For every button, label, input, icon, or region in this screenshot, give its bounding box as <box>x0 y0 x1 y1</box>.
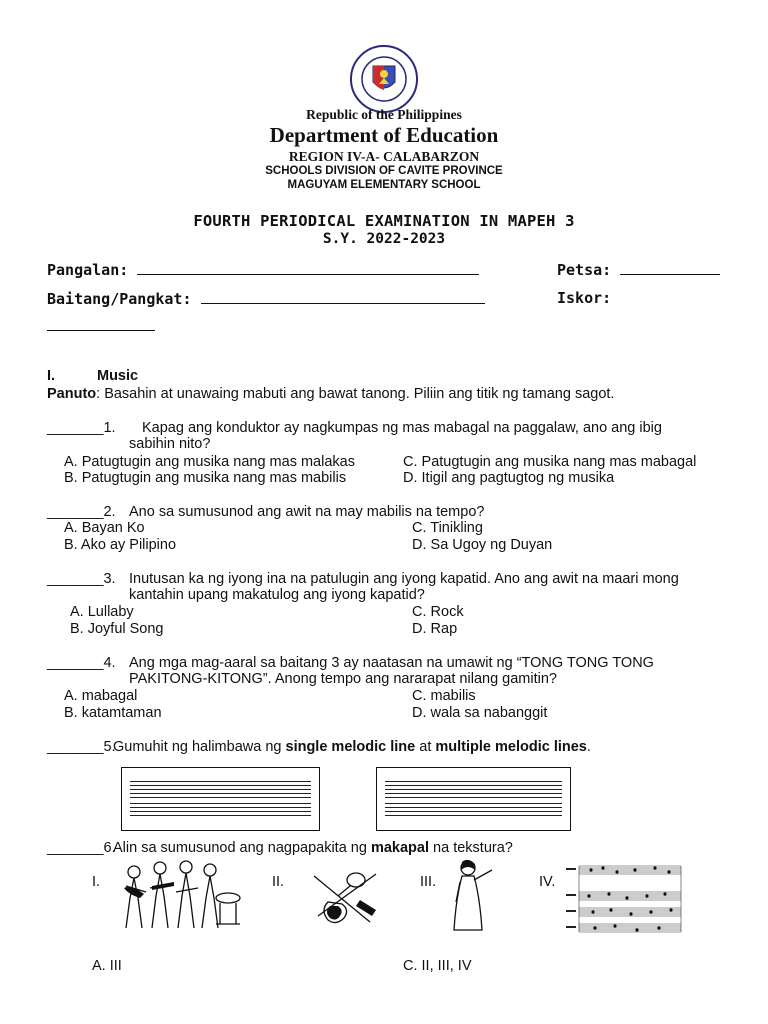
q5-bold-b: multiple melodic lines <box>435 739 587 755</box>
q2-option-a[interactable]: A. Bayan Ko <box>64 520 145 536</box>
deped-seal <box>349 44 419 114</box>
score-blank[interactable] <box>47 316 155 331</box>
school-line: MAGUYAM ELEMENTARY SCHOOL <box>287 179 481 191</box>
question-3-number[interactable]: _______3. <box>47 571 116 587</box>
question-3-line1: Inutusan ka ng iyong ina na patulugin ang iyong kapatid. Ano ang awit na maari mong <box>129 571 679 587</box>
q6-bold-a: makapal <box>370 840 430 856</box>
date-blank[interactable] <box>620 260 720 275</box>
q4-option-b[interactable]: B. katamtaman <box>64 705 162 721</box>
q2-option-d[interactable]: D. Sa Ugoy ng Duyan <box>412 537 553 553</box>
school-year: S.Y. 2022-2023 <box>322 231 446 247</box>
q6-option-a[interactable]: A. III <box>92 958 122 974</box>
question-2-text: Ano sa sumusunod ang awit na may mabilis na tempo? <box>129 504 485 520</box>
picture-label-iv: IV. <box>539 874 556 890</box>
region-line: REGION IV-A- CALABARZON <box>288 149 480 164</box>
instruments-picture[interactable] <box>310 866 382 928</box>
date-label: Petsa: <box>557 261 612 279</box>
q6-option-c[interactable]: C. II, III, IV <box>403 958 472 974</box>
section-title: Music <box>97 368 139 384</box>
instructions <box>47 386 614 402</box>
question-3-line2: kantahin upang makatulog ang iyong kapatid? <box>129 587 425 603</box>
name-label: Pangalan: <box>47 261 129 279</box>
date-field[interactable] <box>557 260 720 279</box>
q1-option-a[interactable]: A. Patugtugin ang musika nang mas malakas <box>64 454 355 470</box>
question-1-line2: sabihin nito? <box>129 436 211 452</box>
question-4-line1: Ang mga mag-aaral sa baitang 3 ay naatasan na umawit ng “TONG TONG TONG <box>129 655 654 671</box>
q5-bold-a: single melodic line <box>285 739 416 755</box>
q5-text-c: . <box>586 739 591 755</box>
instructions-label: Panuto <box>47 386 97 402</box>
picture-label-ii: II. <box>272 874 285 890</box>
single-melodic-staff-box[interactable] <box>121 767 320 831</box>
singer-picture[interactable] <box>448 858 498 932</box>
question-5-number[interactable]: _______5. <box>47 739 116 755</box>
q3-option-d[interactable]: D. Rap <box>412 621 458 637</box>
grade-label: Baitang/Pangkat: <box>47 290 192 308</box>
name-field[interactable] <box>47 260 479 279</box>
q1-option-d[interactable]: D. Itigil ang pagtugtog ng musika <box>403 470 615 486</box>
name-blank[interactable] <box>137 260 479 275</box>
picture-label-iii: III. <box>420 874 437 890</box>
q2-option-b[interactable]: B. Ako ay Pilipino <box>64 537 177 553</box>
question-6-number[interactable]: _______6. <box>47 840 116 856</box>
q6-text-b: na tekstura? <box>429 840 513 856</box>
score-picture[interactable] <box>565 862 683 936</box>
question-4-line2: PAKITONG-KITONG”. Anong tempo ang nararapat nilang gamitin? <box>129 671 557 687</box>
q5-text-a: Gumuhit ng halimbawa ng <box>113 739 286 755</box>
question-1-line1: Kapag ang konduktor ay nagkumpas ng mas mabagal na paggalaw, ano ang ibig <box>142 420 662 436</box>
q3-option-b[interactable]: B. Joyful Song <box>70 621 164 637</box>
q1-option-c[interactable]: C. Patugtugin ang musika nang mas mabagal <box>403 454 697 470</box>
division-line: SCHOOLS DIVISION OF CAVITE PROVINCE <box>265 165 503 177</box>
question-2-number[interactable]: _______2. <box>47 504 116 520</box>
instructions-text: : Basahin at unawaing mabuti ang bawat tanong. Piliin ang titik ng tamang sagot. <box>96 386 615 402</box>
question-4-number[interactable]: _______4. <box>47 655 116 671</box>
grade-field[interactable] <box>47 289 485 308</box>
q2-option-c[interactable]: C. Tinikling <box>412 520 483 536</box>
department-title: Department of Education <box>269 123 499 147</box>
section-number: I. <box>47 368 56 384</box>
q3-option-c[interactable]: C. Rock <box>412 604 464 620</box>
q1-option-b[interactable]: B. Patugtugin ang musika nang mas mabilis <box>64 470 347 486</box>
q5-text-b: at <box>415 739 436 755</box>
picture-label-i: I. <box>92 874 101 890</box>
multiple-melodic-staff-box[interactable] <box>376 767 571 831</box>
republic-line: Republic of the Philippines <box>306 107 462 122</box>
score-label: Iskor: <box>557 289 612 307</box>
question-5-text <box>113 739 591 756</box>
q6-text-a: Alin sa sumusunod ang nagpapakita ng <box>113 840 371 856</box>
question-1-number[interactable]: _______1. <box>47 420 116 436</box>
band-picture[interactable] <box>116 858 246 930</box>
exam-title: FOURTH PERIODICAL EXAMINATION IN MAPEH 3 <box>193 212 575 230</box>
question-6-text <box>113 840 513 857</box>
q4-option-d[interactable]: D. wala sa nabanggit <box>412 705 548 721</box>
q3-option-a[interactable]: A. Lullaby <box>70 604 134 620</box>
q4-option-a[interactable]: A. mabagal <box>64 688 138 704</box>
q4-option-c[interactable]: C. mabilis <box>412 688 476 704</box>
grade-blank[interactable] <box>201 289 485 304</box>
